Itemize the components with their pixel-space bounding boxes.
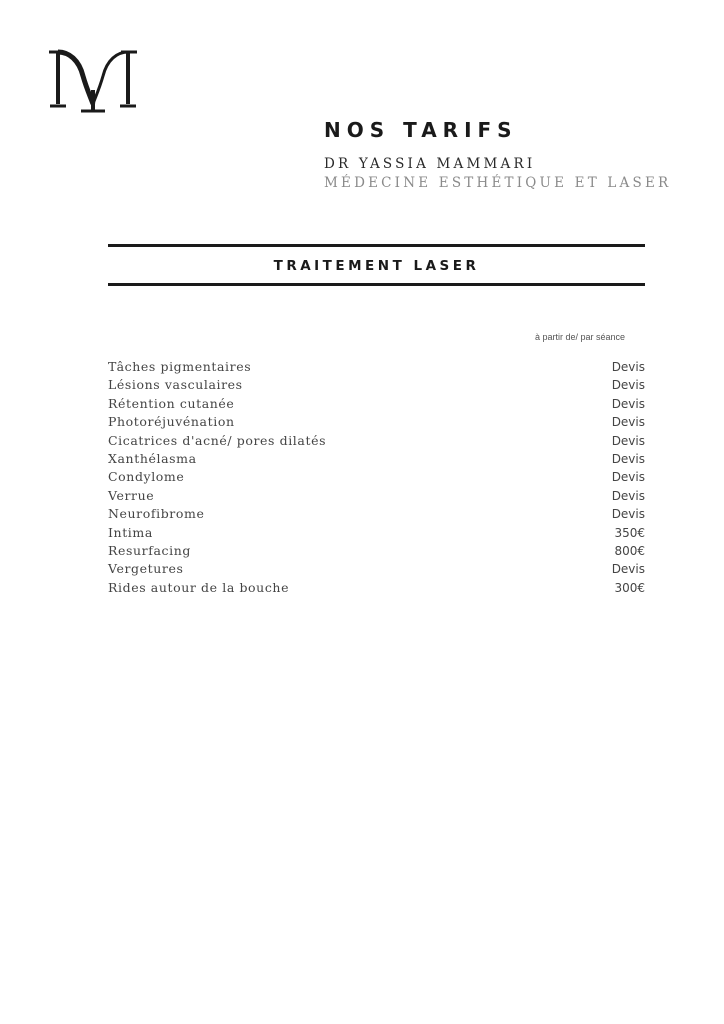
monogram-m-logo-icon xyxy=(47,46,139,116)
treatment-name: Vergetures xyxy=(108,561,184,577)
price-list xyxy=(108,358,645,597)
treatment-price: Devis xyxy=(611,488,645,503)
treatment-price: Devis xyxy=(611,562,645,577)
treatment-name: Lésions vasculaires xyxy=(108,377,243,393)
document-header xyxy=(324,118,704,191)
treatment-name: Xanthélasma xyxy=(108,450,197,466)
treatment-price: 800€ xyxy=(614,543,645,558)
price-row xyxy=(108,579,645,597)
treatment-name: Rides autour de la bouche xyxy=(108,579,290,595)
treatment-price: Devis xyxy=(611,378,645,393)
price-row xyxy=(108,487,645,505)
treatment-name: Intima xyxy=(108,524,153,540)
treatment-price: Devis xyxy=(611,507,645,522)
price-row xyxy=(108,395,645,413)
doctor-name: DR YASSIA MAMMARI xyxy=(324,156,536,172)
price-row xyxy=(108,524,645,542)
section-title: TRAITEMENT LASER xyxy=(273,258,480,274)
treatment-price: Devis xyxy=(611,451,645,466)
price-row xyxy=(108,450,645,468)
treatment-name: Rétention cutanée xyxy=(108,395,235,411)
treatment-name: Photoréjuvénation xyxy=(108,414,235,430)
section-bottom-rule xyxy=(108,283,645,286)
treatment-price: Devis xyxy=(611,415,645,430)
specialty-subtitle: MÉDECINE ESTHÉTIQUE ET LASER xyxy=(324,175,672,191)
treatment-price: Devis xyxy=(611,470,645,485)
price-unit-note: à partir de/ par séance xyxy=(534,332,625,342)
price-row xyxy=(108,432,645,450)
price-row xyxy=(108,376,645,394)
treatment-name: Tâches pigmentaires xyxy=(108,359,252,374)
price-row xyxy=(108,468,645,486)
treatment-name: Neurofibrome xyxy=(108,506,205,522)
treatment-price: Devis xyxy=(611,433,645,448)
treatment-name: Resurfacing xyxy=(108,542,191,558)
treatment-name: Verrue xyxy=(108,487,155,503)
treatment-price: Devis xyxy=(611,396,645,411)
section-top-rule xyxy=(108,244,645,247)
price-row xyxy=(108,560,645,578)
price-row xyxy=(108,542,645,560)
treatment-name: Cicatrices d'acné/ pores dilatés xyxy=(108,432,327,448)
treatment-name: Condylome xyxy=(108,469,185,485)
price-row xyxy=(108,505,645,523)
price-row xyxy=(108,358,645,376)
treatment-price: 350€ xyxy=(614,525,645,540)
page-title: NOS TARIFS xyxy=(324,118,518,142)
treatment-price: 300€ xyxy=(614,580,645,595)
price-row xyxy=(108,413,645,431)
treatment-price: Devis xyxy=(611,360,645,374)
